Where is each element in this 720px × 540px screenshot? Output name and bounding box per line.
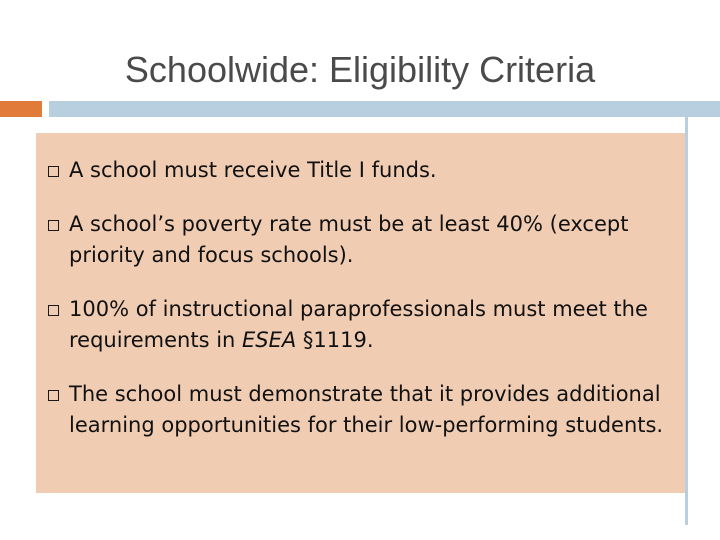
content-box: [36, 133, 685, 493]
bullet-text-part: §1119.: [296, 328, 374, 352]
bullet-text-part: 100% of instructional paraprofessionals must meet the requirements in: [69, 297, 648, 352]
hollow-square-bullet-icon: [48, 166, 59, 177]
right-edge-rule: [685, 117, 688, 525]
bullet-text: [69, 294, 669, 356]
bullet-text: The school must demonstrate that it provides additional learning opportunities for their low-performing students.: [69, 382, 664, 437]
title-accent-bar: [0, 101, 42, 117]
bullet-text: A school’s poverty rate must be at least 40% (except priority and focus schools).: [69, 212, 629, 267]
hollow-square-bullet-icon: [48, 390, 59, 401]
slide-title: Schoolwide: Eligibility Criteria: [124, 49, 596, 90]
hollow-square-bullet-icon: [48, 305, 59, 316]
bullet-text: A school must receive Title I funds.: [69, 158, 437, 182]
hollow-square-bullet-icon: [48, 220, 59, 231]
esea-emphasis: ESEA: [242, 328, 297, 352]
title-rule-bar: [49, 101, 720, 117]
